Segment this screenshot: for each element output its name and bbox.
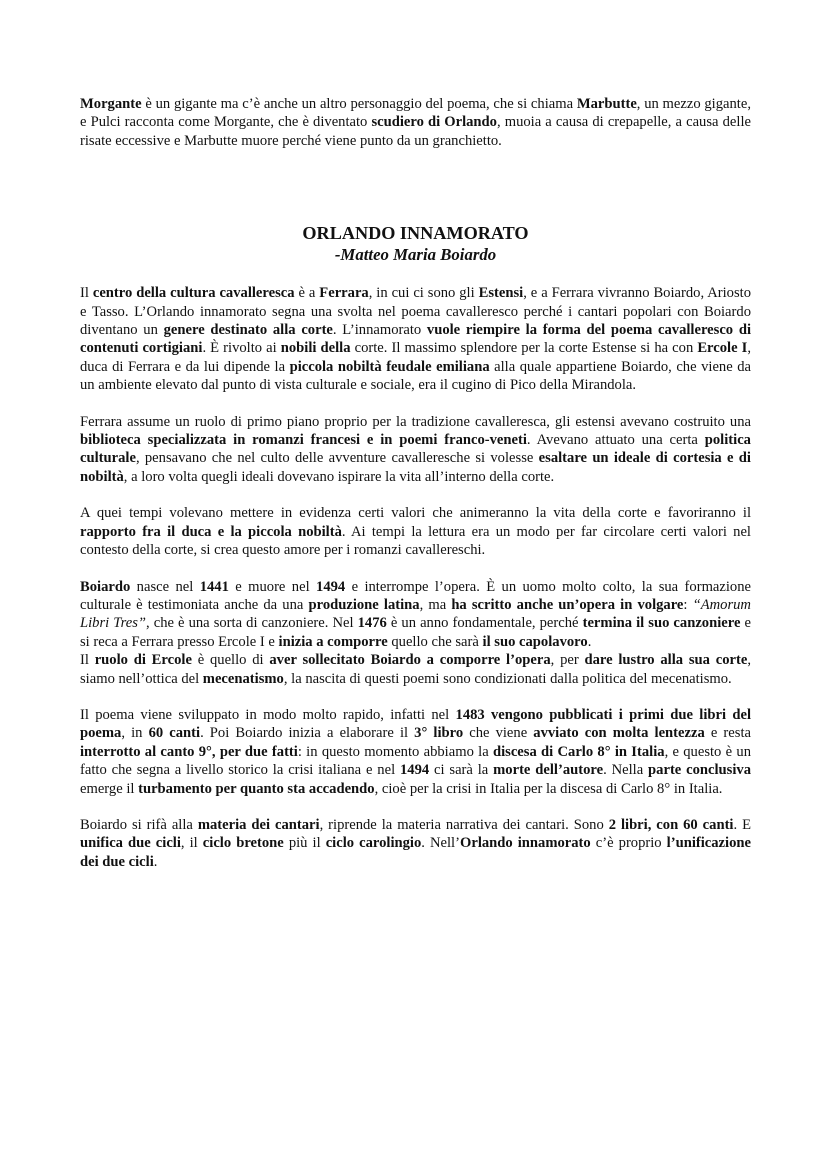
text-run: . È rivolto ai: [202, 340, 281, 357]
bold-text-run: Orlando innamorato: [459, 835, 591, 852]
text-run: Il poema viene sviluppato in modo molto rapido, infatti nel: [80, 706, 456, 723]
bold-text-run: Marbutte: [576, 96, 637, 112]
bold-text-run: inizia a comporre: [278, 633, 388, 650]
text-run: . Nell’: [421, 835, 460, 852]
text-run: nasce nel: [130, 578, 200, 595]
bold-text-run: Ferrara: [319, 285, 369, 302]
bold-text-run: mecenatismo: [202, 670, 284, 687]
bold-text-run: parte conclusiva: [648, 762, 751, 779]
bold-text-run: genere destinato alla corte: [163, 322, 333, 339]
bold-text-run: Morgante: [80, 96, 142, 112]
paragraph-morgante: [80, 95, 751, 150]
text-run: e resta: [704, 725, 751, 742]
text-run: è un anno fondamentale, perché: [386, 615, 583, 632]
paragraph-ferrara: [80, 413, 751, 487]
text-run: è quello di: [191, 652, 270, 669]
text-run: Ferrara assume un ruolo di primo piano proprio per la tradizione cavalleresca, gli estensi avevano costruito una: [80, 413, 751, 430]
text-run: Il: [80, 652, 95, 669]
section-heading: [80, 222, 751, 265]
bold-text-run: termina il suo canzoniere: [582, 615, 741, 632]
bold-text-run: 1494: [399, 762, 430, 779]
text-run: , a loro volta quegli ideali dovevano ispirare la vita all’interno della corte.: [123, 468, 555, 485]
bold-text-run: 3° libro: [414, 725, 464, 742]
text-run: .: [587, 633, 592, 650]
italic-text-run: “Amorum Libri Tres”: [80, 596, 751, 632]
bold-text-run: nobili della: [280, 340, 351, 357]
bold-text-run: l’unificazione dei due cicli: [80, 835, 751, 870]
text-run: e interrompe l’opera. È un uomo molto colto, la sua formazione culturale è testimoniata anche da una: [80, 578, 751, 613]
text-run: , che è una sorta di canzoniere. Nel: [146, 615, 358, 632]
text-run: , la nascita di questi poemi sono condizionati dalla politica del mecenatismo.: [283, 670, 732, 687]
bold-text-run: turbamento per quanto sta accadendo: [138, 780, 375, 797]
text-run: , siamo nell’ottica del: [80, 652, 751, 687]
bold-text-run: Boiardo: [80, 578, 131, 595]
paragraph-boiardo-biografia: [80, 578, 751, 652]
paragraph-sviluppo-poema: [80, 706, 751, 798]
document-body: [80, 95, 751, 871]
bold-text-run: unifica due cicli: [80, 835, 181, 852]
text-run: , pensavano che nel culto delle avventure cavalleresche si volesse: [135, 450, 539, 467]
text-run: che viene: [463, 725, 534, 742]
bold-text-run: 2 libri, con 60 canti: [608, 816, 734, 833]
paragraph-materia-cantari: [80, 816, 751, 871]
text-run: , duca di Ferrara e da lui dipende la: [80, 340, 751, 375]
bold-text-run: politica culturale: [80, 432, 751, 467]
bold-text-run: produzione latina: [308, 596, 420, 613]
text-run: A quei tempi volevano mettere in evidenza certi valori che animeranno la vita della corte e favoriranno il: [80, 505, 751, 522]
text-run: Boiardo si rifà alla: [80, 816, 198, 833]
text-run: , ma: [419, 596, 452, 613]
section-subtitle: -Matteo Maria Boiardo: [334, 245, 497, 265]
bold-text-run: scudiero di Orlando: [371, 114, 497, 131]
bold-text-run: ciclo carolingio: [325, 835, 422, 852]
text-run: è un gigante ma c’è anche un altro personaggio del poema, che si chiama: [141, 96, 577, 112]
text-run: . Poi Boiardo inizia a elaborare il: [200, 725, 415, 742]
bold-text-run: ruolo di Ercole: [94, 652, 192, 669]
bold-text-run: avviato con molta lentezza: [533, 725, 705, 742]
bold-text-run: il suo capolavoro: [482, 633, 588, 650]
text-run: emerge il: [80, 780, 139, 797]
bold-text-run: materia dei cantari: [197, 816, 320, 833]
text-run: , in cui ci sono gli: [368, 285, 479, 302]
text-run: . E: [733, 816, 751, 833]
text-run: più il: [283, 835, 326, 852]
text-run: . Ai tempi la lettura era un modo per far circolare certi valori nel contesto della corte, si crea questo amore per i romanzi cavallereschi.: [80, 523, 751, 559]
bold-text-run: 1483 vengono pubblicati i primi due libri del poema: [80, 706, 752, 742]
bold-text-run: discesa di Carlo 8° in Italia: [492, 743, 665, 760]
bold-text-run: 1494: [316, 578, 346, 595]
bold-text-run: 60 canti: [148, 725, 201, 742]
bold-text-run: morte dell’autore: [493, 762, 604, 779]
text-run: , per: [550, 652, 585, 669]
paragraph-cultura-cavalleresca: [80, 284, 751, 394]
bold-text-run: Ercole I: [697, 340, 748, 357]
bold-text-run: 1476: [357, 615, 387, 632]
text-run: . Nella: [603, 762, 649, 779]
text-run: , un mezzo gigante, e Pulci racconta come Morgante, che è diventato: [80, 96, 751, 131]
text-run: :: [683, 596, 693, 613]
bold-text-run: piccola nobiltà feudale emiliana: [289, 358, 490, 375]
bold-text-run: esaltare un ideale di cortesia e di nobiltà: [80, 450, 751, 485]
bold-text-run: biblioteca specializzata in romanzi francesi e in poemi franco-veneti: [80, 432, 527, 449]
text-run: , cioè per la crisi in Italia per la discesa di Carlo 8° in Italia.: [374, 780, 723, 797]
text-run: , e questo è un fatto che segna a livello storico la crisi italiana e nel: [80, 743, 751, 779]
text-run: e si reca a Ferrara presso Ercole I e: [80, 615, 751, 650]
paragraph-ruolo-ercole: [80, 651, 751, 688]
text-run: ci sarà la: [429, 762, 494, 779]
text-run: e muore nel: [228, 578, 317, 595]
text-run: , il: [180, 835, 203, 852]
text-run: Il: [80, 285, 93, 302]
bold-text-run: ha scritto anche un’opera in volgare: [451, 596, 684, 613]
text-run: , muoia a causa di crepapelle, a causa delle risate eccessive e Marbutte muore perché viene punto da un granchietto.: [80, 114, 751, 149]
text-run: , in: [121, 725, 149, 742]
text-run: quello che sarà: [387, 633, 483, 650]
text-run: .: [153, 853, 158, 870]
bold-text-run: 1441: [199, 578, 229, 595]
bold-text-run: aver sollecitato Boiardo a comporre l’opera: [269, 652, 551, 669]
bold-text-run: Estensi: [478, 285, 524, 302]
bold-text-run: interrotto al canto 9°, per due fatti: [80, 743, 298, 760]
text-run: c’è proprio: [590, 835, 667, 852]
bold-text-run: centro della cultura cavalleresca: [92, 285, 295, 302]
bold-text-run: vuole riempire la forma del poema cavalleresco di contenuti cortigiani: [80, 322, 751, 357]
text-run: , riprende la materia narrativa dei cantari. Sono: [319, 816, 609, 833]
paragraph-valori-corte: [80, 504, 751, 559]
text-run: : in questo momento abbiamo la: [297, 743, 493, 760]
text-run: corte. Il massimo splendore per la corte Estense si ha con: [350, 340, 698, 357]
bold-text-run: ciclo bretone: [202, 835, 284, 852]
bold-text-run: rapporto fra il duca e la piccola nobiltà: [80, 523, 342, 540]
text-run: . L’innamorato: [332, 322, 427, 339]
text-run: è a: [294, 285, 320, 302]
bold-text-run: dare lustro alla sua corte: [584, 652, 748, 669]
text-run: . Avevano attuato una certa: [526, 432, 705, 449]
text-run: , e a Ferrara vivranno Boiardo, Ariosto e Tasso. L’Orlando innamorato segna una svolta nel poema cavalleresco perché i cantari popolari con Boiardo diventano un: [80, 285, 752, 339]
section-title: ORLANDO INNAMORATO: [302, 223, 529, 244]
text-run: alla quale appartiene Boiardo, che viene da un ambiente elevato dal punto di vista culturale e sociale, era il cugino di Pico della Mirandola.: [80, 358, 751, 394]
